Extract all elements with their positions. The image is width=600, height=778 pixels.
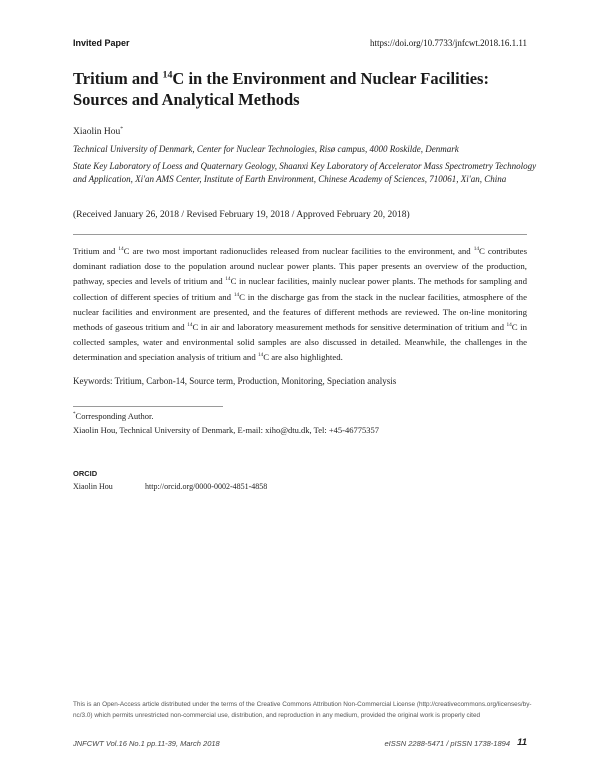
paper-title: Tritium and $^{14}$C in the Environment and Nuclear Facilities: Sources and Analytical Methods <box>73 69 489 109</box>
page-number: 11 <box>517 737 527 748</box>
corresponding-contact: Xiaolin Hou, Technical University of Denmark, E-mail: xiho@dtu.dk, Tel: +45-46775357 <box>73 425 379 435</box>
orcid-link[interactable]: http://orcid.org/0000-0002-4851-4858 <box>145 482 268 491</box>
affiliation-2: State Key Laboratory of Loess and Quaternary Geology, Shaanxi Key Laboratory of Accelerator Mass Spectrometry Technology and Application, Xi'an AMS Center, Institute of Earth Environment, Chinese Academy of Sciences, 710061, Xi'an, China <box>73 161 537 184</box>
orcid-author: Xiaolin Hou <box>73 482 113 491</box>
abstract: Tritium and $^{14}$C are two most important radionuclides released from nuclear facilities to the environment, and $^{14}$C contributes dominant radiation dose to the population around nuclear power plants. This paper presents an overview of the production, pathway, species and levels of tritium and $^{14}$C in nuclear facilities, mainly nuclear power plants. The methods for sampling and collection of different species of tritium and $^{14}$C in the discharge gas from the stack in the nuclear facilities, atmosphere of the nuclear facilities and environment are presented, and the features of different methods are reviewed. The on-line monitoring methods of gaseous tritium and $^{14}$C in air and laboratory measurement methods for sensitive determination of tritium and $^{14}$C in collected samples, water and environmental solid samples are also discussed in detailed. Meanwhile, the challenges in the determination and speciation analysis of tritium and $^{14}$C are also highlighted. <box>73 246 528 363</box>
corresponding-label: *Corresponding Author. <box>73 411 154 421</box>
keywords: Keywords: Tritium, Carbon-14, Source term, Production, Monitoring, Speciation analysis <box>73 376 397 386</box>
license-notice: This is an Open-Access article distributed under the terms of the Creative Commons Attribution Non-Commercial License (http://creativecommons.org/licenses/by-nc/3.0) which permits unrestricted non-commercial use, distribution, and reproduction in any medium, provided the original work is properly cited <box>73 701 532 719</box>
author-mark: * <box>120 125 124 132</box>
author-name: Xiaolin Hou* <box>73 125 124 137</box>
received-dates: (Received January 26, 2018 / Revised February 19, 2018 / Approved February 20, 2018) <box>73 210 410 220</box>
doi-link[interactable]: https://doi.org/10.7733/jnfcwt.2018.16.1.11 <box>370 38 527 48</box>
article-type-label: Invited Paper <box>73 38 130 48</box>
issn: eISSN 2288-5471 / pISSN 1738-1894 <box>384 739 510 748</box>
footnote-divider <box>73 406 223 407</box>
journal-citation: JNFCWT Vol.16 No.1 pp.11-39, March 2018 <box>73 739 220 748</box>
affiliation-1: Technical University of Denmark, Center for Nuclear Technologies, Risø campus, 4000 Roskilde, Denmark <box>73 144 459 154</box>
orcid-heading: ORCID <box>73 469 98 478</box>
divider <box>73 234 527 235</box>
title-superscript: 14 <box>162 69 173 81</box>
